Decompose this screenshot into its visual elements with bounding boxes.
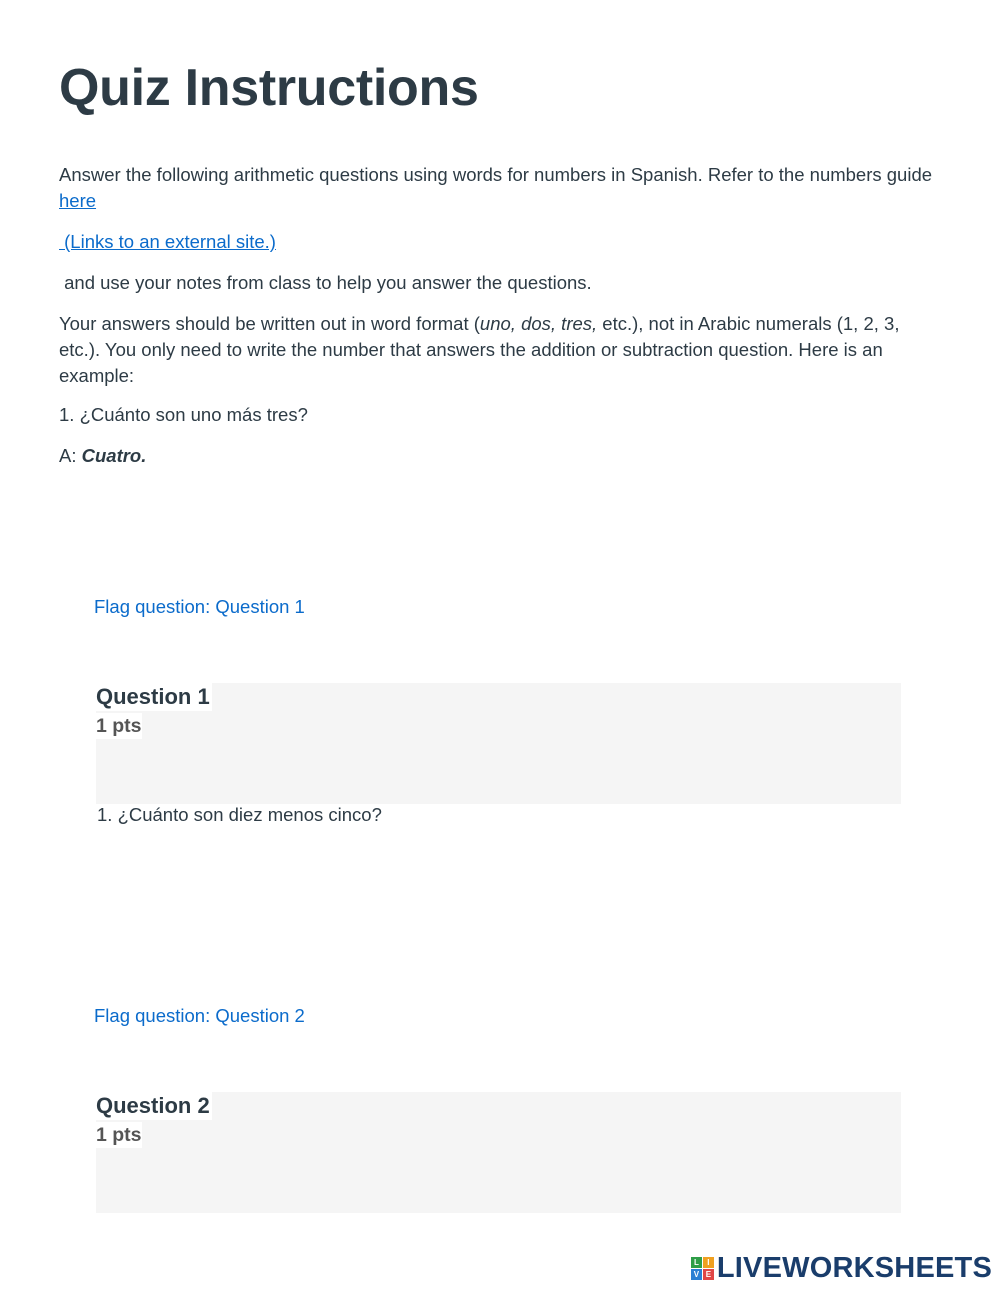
- logo-text: LIVEWORKSHEETS: [716, 1252, 992, 1284]
- logo-square-i: I: [703, 1257, 714, 1268]
- example-answer-prefix: A:: [59, 445, 82, 466]
- intro-paragraph: [59, 162, 939, 214]
- question-2-header: [96, 1092, 901, 1213]
- external-site-link[interactable]: (Links to an external site.): [59, 231, 276, 252]
- external-link-paragraph: [59, 229, 939, 255]
- question-1-header: [96, 683, 901, 804]
- logo-squares-icon: [691, 1257, 714, 1280]
- question-2-name: Question 2: [96, 1093, 210, 1118]
- flag-question-2-link[interactable]: Flag question: Question 2: [94, 1005, 305, 1026]
- logo-square-e: E: [703, 1269, 714, 1280]
- format-paragraph: [59, 311, 939, 389]
- format-text-2: etc.), not in Arabic numerals (1, 2, 3, etc.). You only need to write the number that answers the addition or subtraction question. Here is an example:: [59, 313, 900, 386]
- format-italic-examples: uno, dos, tres,: [479, 313, 598, 334]
- liveworksheets-logo: [691, 1252, 992, 1285]
- example-answer: [59, 443, 939, 469]
- example-question: 1. ¿Cuánto son uno más tres?: [59, 404, 308, 425]
- logo-square-v: V: [691, 1269, 702, 1280]
- example-answer-value: Cuatro.: [81, 445, 147, 466]
- intro-text: Answer the following arithmetic questions using words for numbers in Spanish. Refer to the numbers guide: [59, 164, 933, 185]
- question-1-name: Question 1: [96, 684, 210, 709]
- question-2-points: 1 pts: [96, 1124, 142, 1146]
- format-text-1: Your answers should be written out in word format (: [59, 313, 480, 334]
- question-1-text: 1. ¿Cuánto son diez menos cinco?: [97, 804, 382, 825]
- question-1-points: 1 pts: [96, 715, 142, 737]
- numbers-guide-link[interactable]: here: [59, 190, 97, 211]
- notes-paragraph: and use your notes from class to help you answer the questions.: [59, 272, 592, 293]
- flag-question-1-link[interactable]: Flag question: Question 1: [94, 596, 305, 617]
- logo-square-l: L: [691, 1257, 702, 1268]
- page-title: Quiz Instructions: [59, 59, 479, 117]
